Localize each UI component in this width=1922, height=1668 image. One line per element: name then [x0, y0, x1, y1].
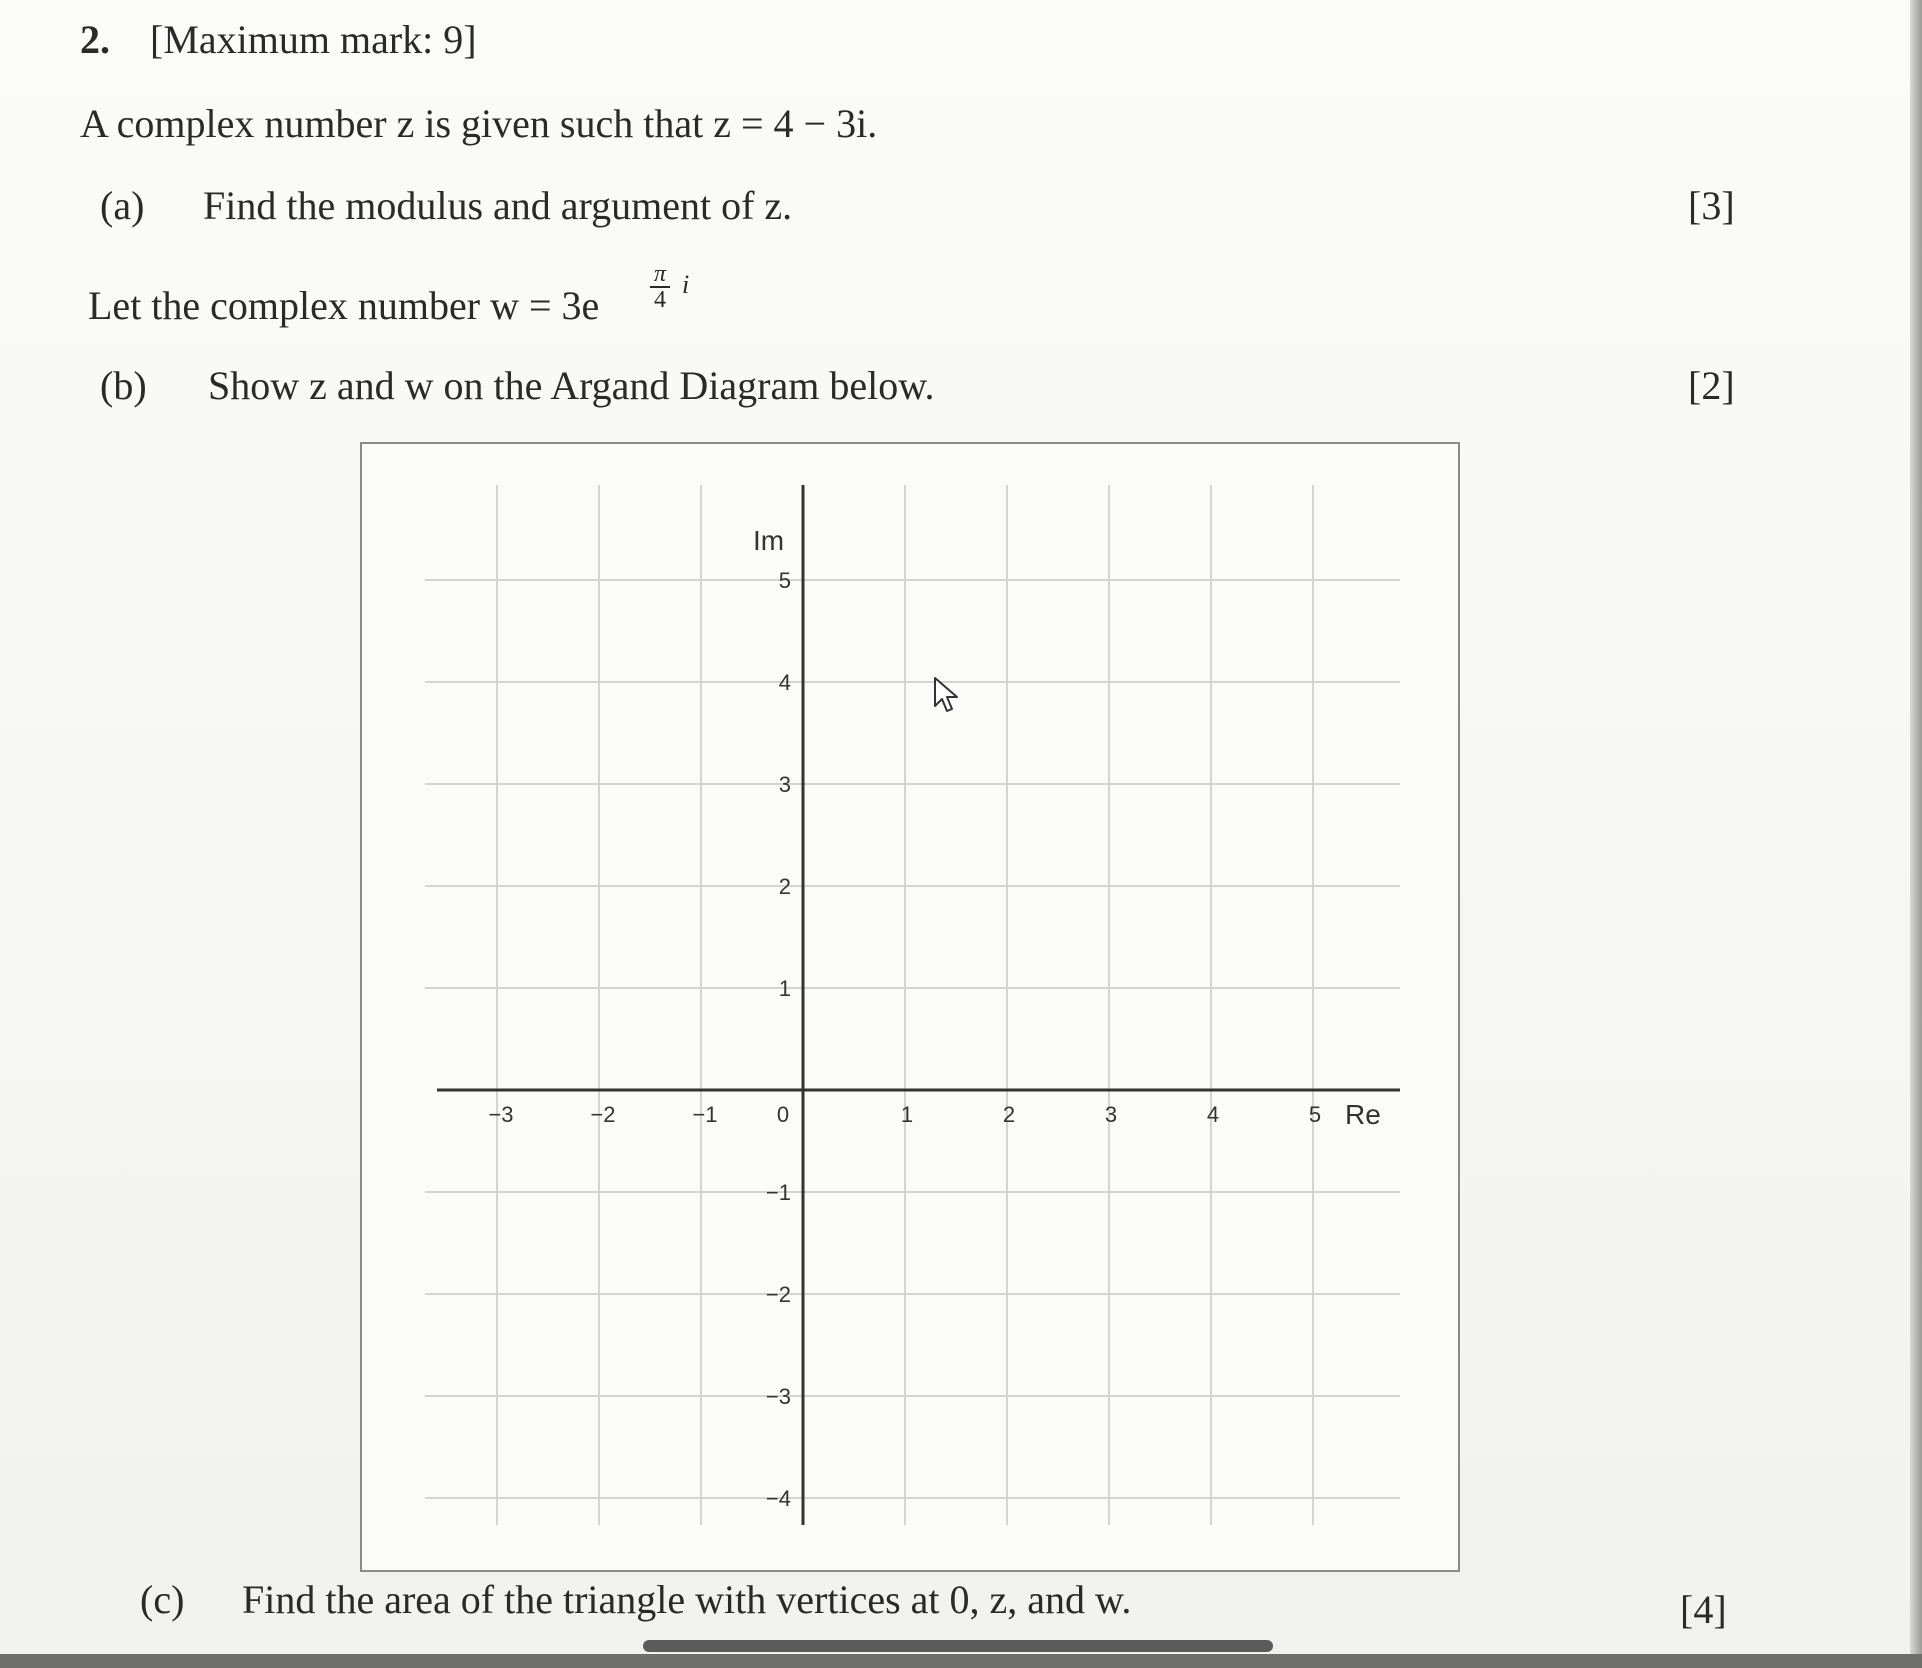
question-number: 2. — [80, 17, 110, 62]
part-a-mark: [3] — [1688, 183, 1735, 228]
x-tick-label: −3 — [488, 1102, 514, 1127]
exponent-denominator: 4 — [654, 287, 666, 313]
let-w-text: Let the complex number w = 3e — [88, 283, 600, 328]
x-tick-label: 1 — [900, 1102, 914, 1127]
y-tick-label: 3 — [778, 772, 791, 797]
x-tick-label: 5 — [1308, 1102, 1322, 1127]
x-tick-label: 2 — [1002, 1102, 1016, 1127]
y-tick-label: 1 — [778, 976, 791, 1001]
y-tick-label: −1 — [765, 1180, 791, 1205]
exponent-numerator: π — [653, 261, 667, 287]
x-tick-label: −2 — [590, 1102, 616, 1127]
part-b-text: Show z and w on the Argand Diagram below. — [208, 363, 935, 408]
home-indicator[interactable] — [643, 1640, 1273, 1652]
part-c-text: Find the area of the triangle with vertices at 0, z, and w. — [242, 1577, 1132, 1622]
y-tick-label: 4 — [778, 670, 791, 695]
imaginary-axis-label: Im — [753, 525, 785, 556]
part-c-mark: [4] — [1680, 1587, 1727, 1632]
y-tick-label: 5 — [778, 568, 791, 593]
x-tick-label: 0 — [776, 1102, 790, 1127]
part-c-label: (c) — [140, 1577, 185, 1622]
screen-bottom-edge — [0, 1654, 1922, 1668]
mouse-cursor-icon — [932, 676, 962, 716]
part-b-mark: [2] — [1688, 363, 1735, 408]
y-tick-label: 2 — [778, 874, 791, 899]
part-a-text: Find the modulus and argument of z. — [203, 183, 793, 228]
x-tick-label: −1 — [692, 1102, 718, 1127]
y-tick-label: −3 — [765, 1384, 791, 1409]
x-tick-label: 4 — [1206, 1102, 1220, 1127]
part-a-label: (a) — [100, 183, 145, 228]
y-tick-label: −2 — [765, 1282, 791, 1307]
x-tick-label: 3 — [1104, 1102, 1118, 1127]
question-intro: A complex number z is given such that z = 4 − 3i. — [80, 101, 878, 146]
y-tick-label: −4 — [765, 1486, 791, 1511]
maximum-mark: [Maximum mark: 9] — [150, 17, 477, 62]
part-b-label: (b) — [100, 363, 147, 408]
exponent-i: i — [682, 270, 690, 299]
real-axis-label: Re — [1345, 1099, 1381, 1130]
